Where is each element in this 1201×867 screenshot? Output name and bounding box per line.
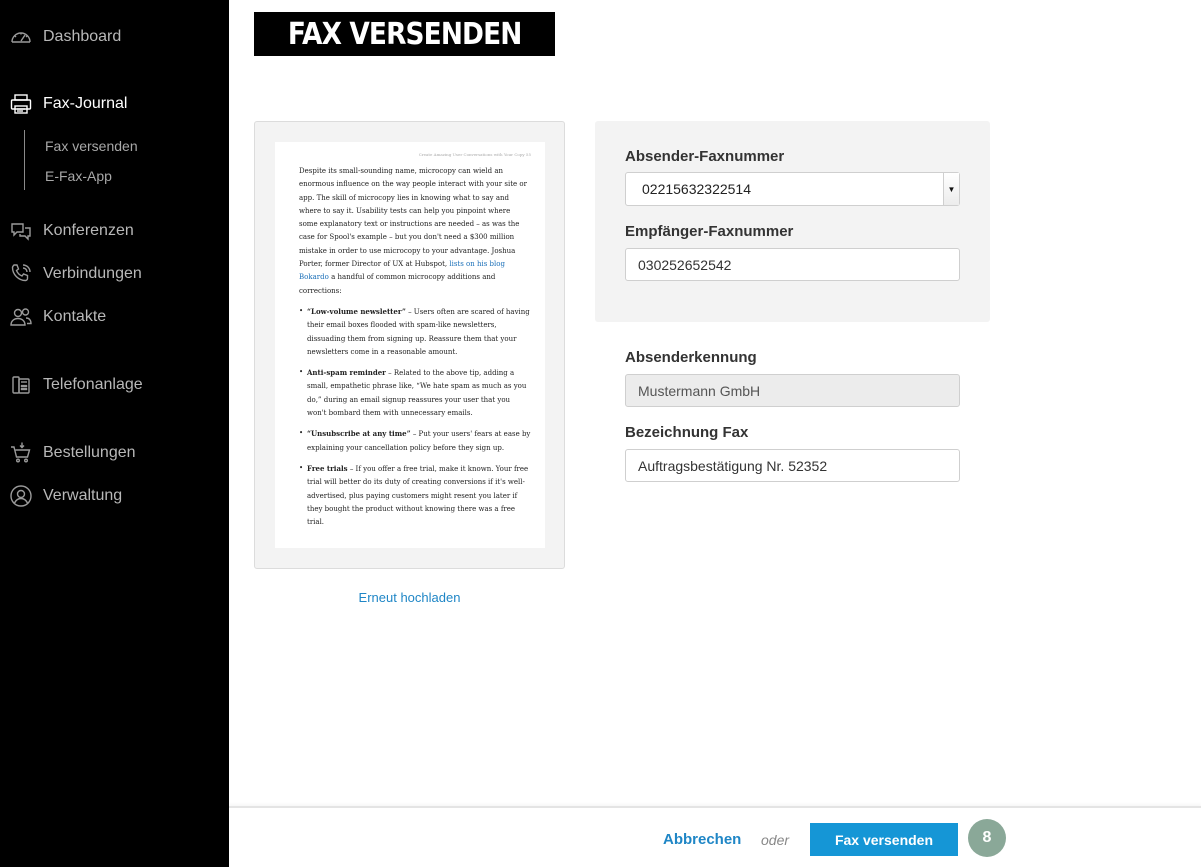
- sidebar-item-fax-journal[interactable]: [0, 87, 229, 121]
- send-fax-button[interactable]: Fax versenden: [810, 823, 958, 856]
- page-bullet: [299, 462, 531, 529]
- page-bullet: [299, 366, 531, 420]
- recipient-fax-label: Empfänger-Faxnummer: [625, 223, 794, 240]
- chat-bubbles-icon: [8, 218, 34, 244]
- cancel-button[interactable]: Abbrechen: [663, 831, 742, 848]
- user-circle-icon: [8, 483, 34, 509]
- sender-fax-value: 02215632322514: [642, 181, 752, 197]
- pbx-icon: [8, 372, 34, 398]
- sender-fax-select[interactable]: [625, 172, 960, 206]
- document-page: [275, 142, 545, 548]
- bullet-title: “Unsubscribe at any time”: [307, 429, 411, 439]
- chevron-down-icon[interactable]: ▼: [943, 173, 959, 205]
- page-title-text: FAX VERSENDEN: [287, 16, 522, 52]
- fax-name-input[interactable]: [625, 449, 960, 482]
- sidebar-item-label: Verbindungen: [43, 265, 142, 282]
- or-separator: oder: [761, 832, 790, 848]
- sidebar-item-label: Telefonanlage: [43, 376, 143, 393]
- bullet-title: Free trials: [307, 463, 348, 473]
- bullet-text: – Put your users' fears at ease by explaining your cancellation policy before they sign up.: [307, 430, 531, 452]
- page-bullet: [299, 427, 531, 455]
- sidebar-item-telefonanlage[interactable]: [0, 368, 229, 402]
- page-bullet: [299, 305, 531, 359]
- sidebar-item-label: Verwaltung: [43, 487, 123, 504]
- bullet-text: – Users often are scared of having their email boxes flooded with spam-like newsletters, dissuading them from signing up. Reassure them that your newsletters come in a reasonable amount.: [307, 307, 530, 356]
- sender-id-label: Absenderkennung: [625, 349, 757, 366]
- fax-icon: [8, 91, 34, 117]
- bullet-title: Anti-spam reminder: [307, 368, 386, 378]
- sidebar-subitem-e-fax-app[interactable]: E-Fax-App: [45, 168, 112, 184]
- contacts-icon: [8, 304, 34, 330]
- sidebar-item-label: Bestellungen: [43, 444, 136, 461]
- sidebar-item-verbindungen[interactable]: [0, 257, 229, 291]
- phone-icon: [8, 261, 34, 287]
- sidebar-item-dashboard[interactable]: [0, 20, 229, 54]
- recipient-fax-input[interactable]: [625, 248, 960, 281]
- bullet-text: – Related to the above tip, adding a small, empathetic phrase like, “We hate spam as much as you do,” during an email signup reassures your user that you won't bombard them with unnecessary emails.: [307, 369, 527, 418]
- page-link: lists on his blog Bokardo: [299, 260, 505, 282]
- page-paragraph-text: Despite its small-sounding name, microcopy can wield an enormous influence on the way people interact with your site or app. The skill of microcopy lies in knowing what to say and where to say it. Usability tests can help you pinpoint where some explanatory text or instructions are needed – as was the case for Spool's example – but you don't need a $300 million mistake in order to use microcopy to your advantage. Joshua Porter, former Director of UX at Hubspot,: [299, 167, 527, 269]
- page-running-head: Create Amazing User Conversations with Your Copy 55: [418, 152, 531, 157]
- cart-icon: [8, 440, 34, 466]
- page-paragraph: [299, 165, 531, 298]
- step-badge: 8: [968, 819, 1006, 857]
- sidebar: [0, 0, 229, 867]
- sidebar-item-bestellungen[interactable]: [0, 436, 229, 470]
- bullet-text: – If you offer a free trial, make it known. Your free trial will better do its duty of creating conversions if it's well-advertised, plus paying customers might resent you later if they bought the product without knowing there was a free trial.: [307, 464, 529, 527]
- sidebar-item-label: Fax-Journal: [43, 95, 128, 112]
- page-title: [254, 12, 555, 56]
- sidebar-subitem-fax-versenden[interactable]: Fax versenden: [45, 138, 138, 154]
- sidebar-item-konferenzen[interactable]: [0, 214, 229, 248]
- page-paragraph-end: a handful of common microcopy additions and corrections:: [299, 273, 496, 295]
- fax-name-label: Bezeichnung Fax: [625, 424, 749, 441]
- sidebar-subnav: [24, 130, 224, 190]
- bullet-title: “Low-volume newsletter”: [307, 306, 406, 316]
- sidebar-item-kontakte[interactable]: [0, 300, 229, 334]
- gauge-icon: [8, 24, 34, 50]
- document-preview: [254, 121, 565, 569]
- sidebar-item-verwaltung[interactable]: [0, 479, 229, 513]
- sidebar-item-label: Konferenzen: [43, 222, 134, 239]
- sender-fax-label: Absender-Faxnummer: [625, 148, 785, 165]
- sender-id-input: [625, 374, 960, 407]
- sidebar-item-label: Dashboard: [43, 28, 122, 45]
- sidebar-item-label: Kontakte: [43, 308, 107, 325]
- reupload-link[interactable]: Erneut hochladen: [358, 590, 461, 605]
